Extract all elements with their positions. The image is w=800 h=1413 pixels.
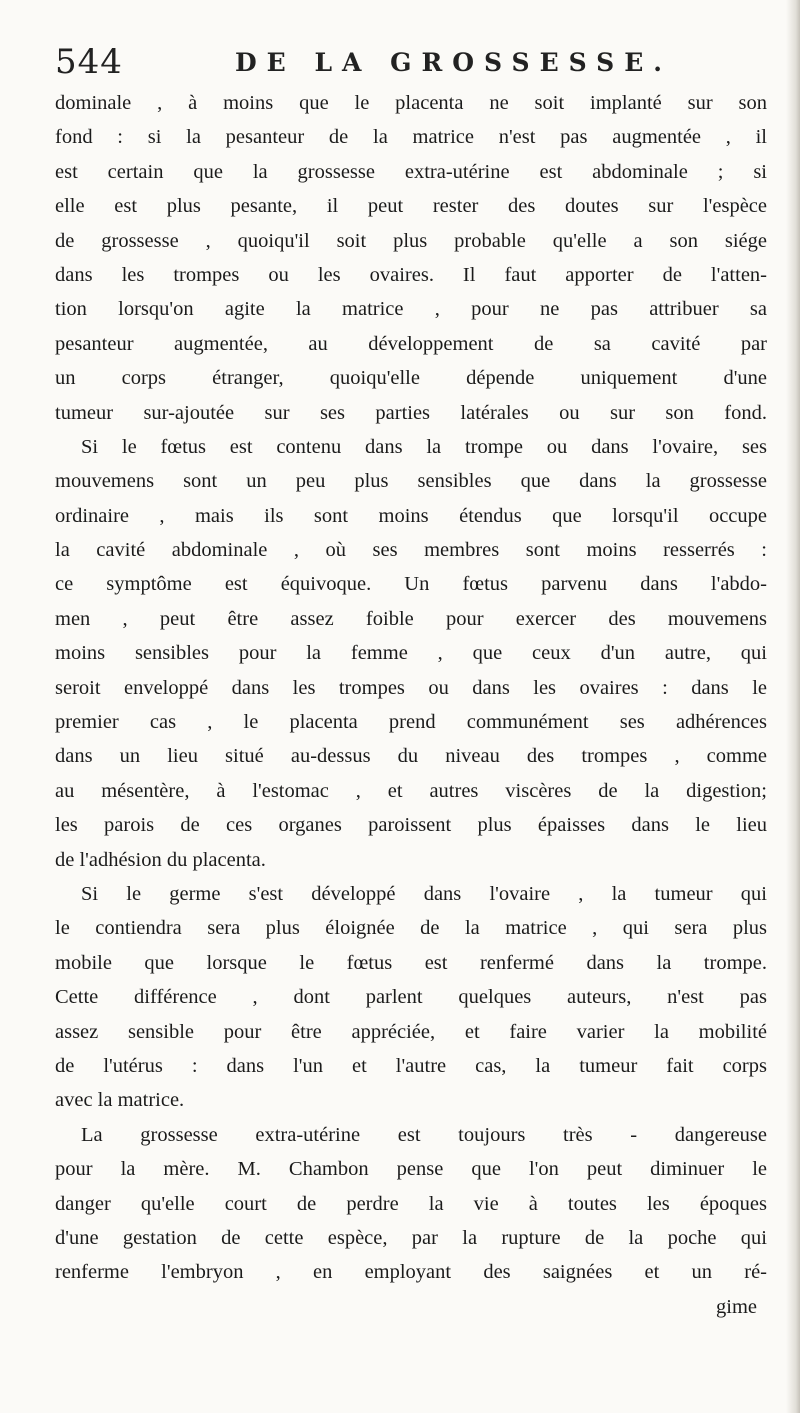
page-edge-shadow — [786, 0, 800, 1413]
text-line: de l'adhésion du placenta. — [55, 848, 266, 871]
text-line: ce symptôme est équivoque. Un fœtus parvenu dans l'abdo- — [55, 573, 767, 596]
text-line: seroit enveloppé dans les trompes ou dans les ovaires : dans le — [55, 676, 767, 699]
text-line: renferme l'embryon , en employant des saignées et un ré- — [55, 1261, 767, 1284]
catchword: gime — [716, 1295, 757, 1318]
page-header — [55, 40, 755, 90]
text-line: de grossesse , quoiqu'il soit plus probable qu'elle a son siége — [55, 229, 767, 252]
text-line: de l'utérus : dans l'un et l'autre cas, la tumeur fait corps — [55, 1054, 767, 1077]
text-line: le contiendra sera plus éloignée de la matrice , qui sera plus — [55, 917, 767, 940]
text-line: fond : si la pesanteur de la matrice n'est pas augmentée , il — [55, 126, 767, 149]
text-line: Cette différence , dont parlent quelques auteurs, n'est pas — [55, 986, 767, 1009]
text-line: pour la mère. M. Chambon pense que l'on peut diminuer le — [55, 1158, 767, 1181]
text-line: ordinaire , mais ils sont moins étendus que lorsqu'il occupe — [55, 504, 767, 527]
text-line: les parois de ces organes paroissent plus épaisses dans le lieu — [55, 814, 767, 837]
text-line: avec la matrice. — [55, 1089, 185, 1112]
text-line: dominale , à moins que le placenta ne soit implanté sur son — [55, 92, 767, 114]
body-text — [55, 86, 767, 1324]
text-line: assez sensible pour être appréciée, et faire varier la mobilité — [55, 1020, 767, 1043]
page-number: 544 — [55, 42, 123, 82]
text-line: est certain que la grossesse extra-utérine est abdominale ; si — [55, 160, 767, 183]
running-title: DE LA GROSSESSE. — [235, 48, 672, 77]
text-line: au mésentère, à l'estomac , et autres viscères de la digestion; — [55, 779, 767, 802]
text-line: mobile que lorsque le fœtus est renfermé dans la trompe. — [55, 951, 767, 974]
text-line: d'une gestation de cette espèce, par la rupture de la poche qui — [55, 1226, 767, 1249]
text-line: tion lorsqu'on agite la matrice , pour ne pas attribuer sa — [55, 298, 767, 321]
text-line: men , peut être assez foible pour exercer des mouvemens — [55, 607, 767, 630]
text-line: danger qu'elle court de perdre la vie à toutes les époques — [55, 1192, 767, 1215]
text-line: elle est plus pesante, il peut rester des doutes sur l'espèce — [55, 195, 767, 218]
text-line: dans un lieu situé au-dessus du niveau des trompes , comme — [55, 745, 767, 768]
text-line: Si le germe s'est développé dans l'ovaire , la tumeur qui — [81, 882, 767, 905]
text-line: tumeur sur-ajoutée sur ses parties latérales ou sur son fond. — [55, 401, 767, 424]
text-line: pesanteur augmentée, au développement de sa cavité par — [55, 332, 767, 355]
text-line: un corps étranger, quoiqu'elle dépende uniquement d'une — [55, 367, 767, 390]
text-line: mouvemens sont un peu plus sensibles que dans la grossesse — [55, 470, 767, 493]
text-line: La grossesse extra-utérine est toujours très - dangereuse — [81, 1123, 767, 1146]
text-line: dans les trompes ou les ovaires. Il faut apporter de l'atten- — [55, 263, 767, 286]
text-line: moins sensibles pour la femme , que ceux d'un autre, qui — [55, 642, 767, 665]
text-line: la cavité abdominale , où ses membres sont moins resserrés : — [55, 539, 767, 562]
text-line: Si le fœtus est contenu dans la trompe ou dans l'ovaire, ses — [81, 435, 767, 458]
text-line: premier cas , le placenta prend communément ses adhérences — [55, 711, 767, 734]
